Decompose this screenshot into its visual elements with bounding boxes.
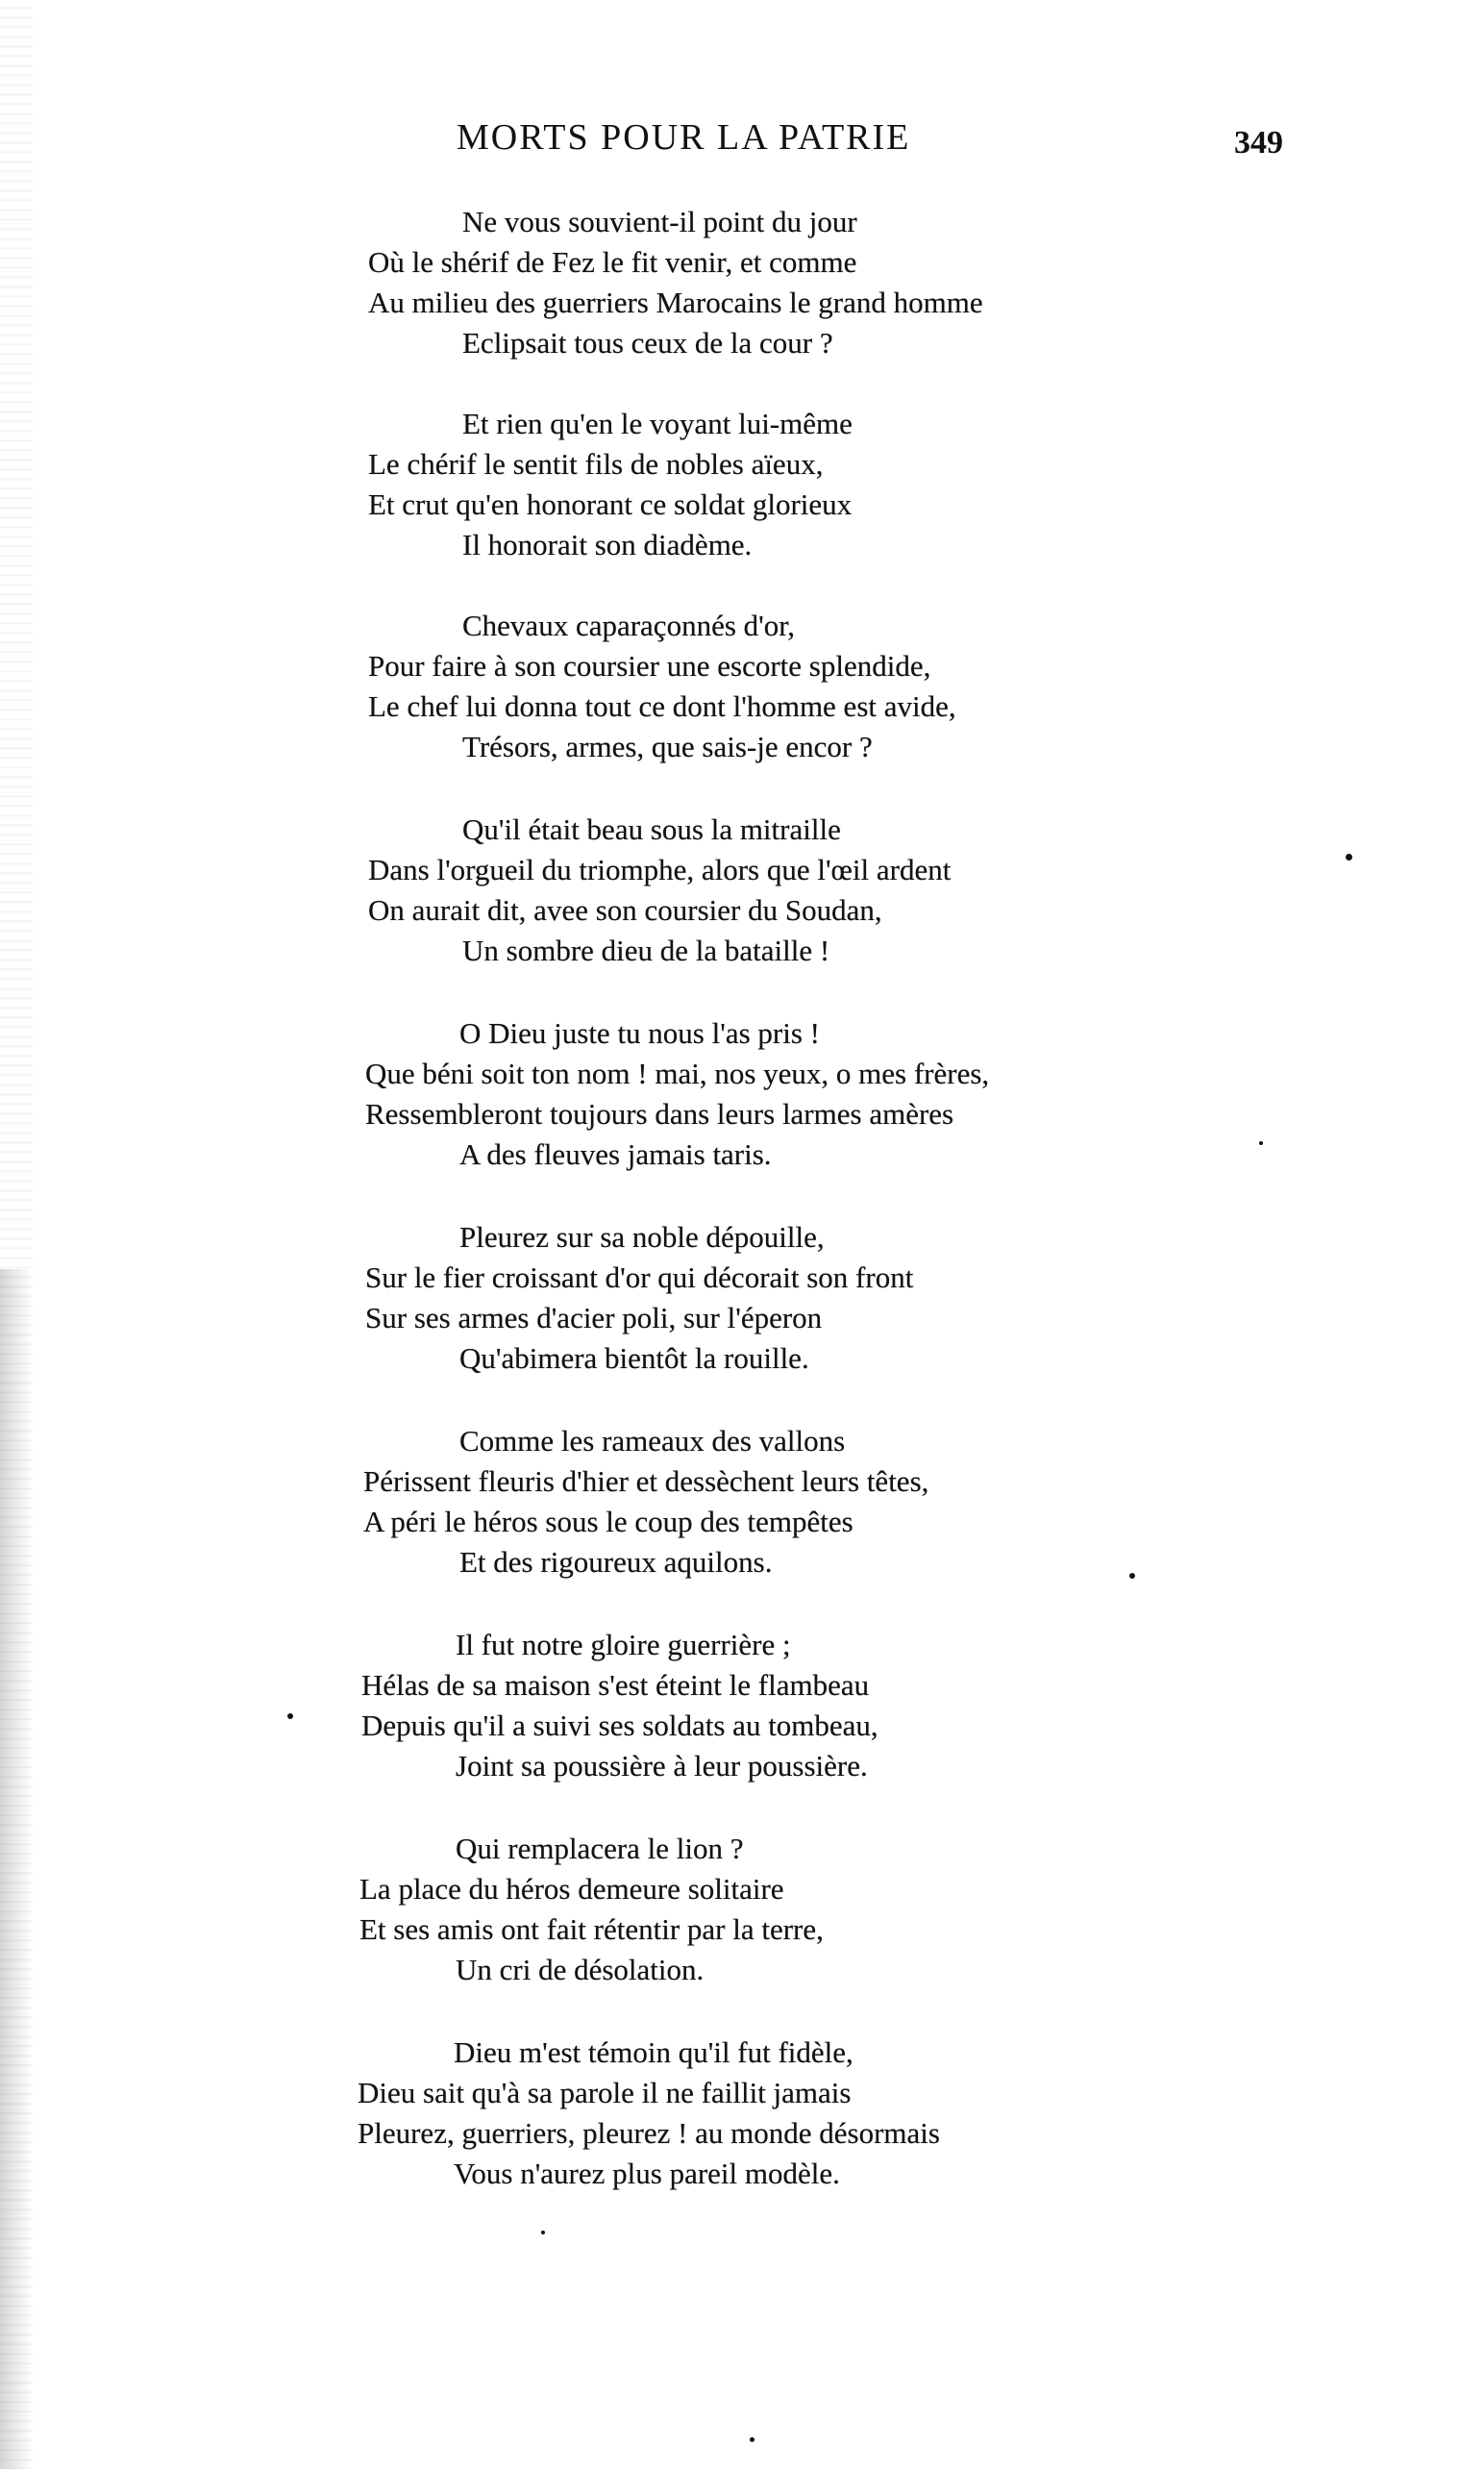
poem-line: Le chérif le sentit fils de nobles aïeux, [368, 447, 824, 481]
poem-line: Et crut qu'en honorant ce soldat glorieux [368, 487, 853, 521]
poem-line: Un cri de désolation. [456, 1953, 705, 1986]
poem-line: Et rien qu'en le voyant lui-même [462, 407, 853, 440]
poem-line: Pleurez sur sa noble dépouille, [459, 1220, 825, 1254]
poem-line: Il honorait son diadème. [462, 528, 753, 561]
poem-line: Depuis qu'il a suivi ses soldats au tombeau, [361, 1708, 878, 1742]
running-title: MORTS POUR LA PATRIE [457, 117, 911, 158]
poem-line: A des fleuves jamais taris. [459, 1137, 772, 1171]
poem-line: Où le shérif de Fez le fit venir, et comme [368, 245, 857, 279]
poem-line: Le chef lui donna tout ce dont l'homme est avide, [368, 689, 956, 723]
scan-speck [1259, 1141, 1263, 1145]
poem-line: Comme les rameaux des vallons [459, 1424, 846, 1458]
poem-line: O Dieu juste tu nous l'as pris ! [459, 1016, 820, 1050]
poem-line: On aurait dit, avee son coursier du Soudan, [368, 893, 882, 927]
poem-line: Qui remplacera le lion ? [456, 1832, 744, 1865]
poem-line: Dans l'orgueil du triomphe, alors que l'œil ardent [368, 853, 952, 886]
scan-speck [1129, 1573, 1135, 1579]
poem-line: Sur ses armes d'acier poli, sur l'éperon [365, 1301, 823, 1334]
poem-line: Vous n'aurez plus pareil modèle. [454, 2157, 840, 2190]
page-number: 349 [1234, 125, 1283, 161]
poem-line: Au milieu des guerriers Marocains le grand homme [368, 286, 983, 319]
scan-speck [750, 2437, 754, 2442]
poem-line: Ne vous souvient-il point du jour [462, 205, 857, 238]
scan-speck [287, 1713, 293, 1719]
poem-line: Pleurez, guerriers, pleurez ! au monde désormais [358, 2116, 940, 2150]
poem-line: A péri le héros sous le coup des tempêtes [363, 1505, 853, 1538]
scanned-page-edge [0, 0, 33, 2469]
poem-line: Trésors, armes, que sais-je encor ? [462, 730, 873, 763]
poem-line: Chevaux caparaçonnés d'or, [462, 609, 796, 642]
poem-line: Et ses amis ont fait rétentir par la terre, [359, 1912, 824, 1946]
poem-line: Sur le fier croissant d'or qui décorait son front [365, 1260, 914, 1294]
poem-line: Périssent fleuris d'hier et dessèchent leurs têtes, [363, 1464, 929, 1498]
poem-line: Joint sa poussière à leur poussière. [456, 1749, 868, 1783]
poem-line: Il fut notre gloire guerrière ; [456, 1628, 791, 1661]
poem-line: Dieu sait qu'à sa parole il ne faillit jamais [358, 2076, 852, 2109]
poem-line: Que béni soit ton nom ! mai, nos yeux, o mes frères, [365, 1057, 990, 1090]
poem-line: Pour faire à son coursier une escorte splendide, [368, 649, 931, 683]
poem-line: Qu'il était beau sous la mitraille [462, 812, 841, 846]
poem-line: Qu'abimera bientôt la rouille. [459, 1341, 809, 1375]
poem-line: Un sombre dieu de la bataille ! [462, 934, 830, 967]
poem-line: Eclipsait tous ceux de la cour ? [462, 326, 833, 360]
poem-line: Ressembleront toujours dans leurs larmes amères [365, 1097, 954, 1131]
poem-line: Hélas de sa maison s'est éteint le flambeau [361, 1668, 870, 1702]
poem-line: La place du héros demeure solitaire [359, 1872, 784, 1906]
scan-speck [1346, 854, 1352, 860]
scan-speck [541, 2231, 545, 2234]
poem-line: Dieu m'est témoin qu'il fut fidèle, [454, 2035, 853, 2069]
poem-line: Et des rigoureux aquilons. [459, 1545, 773, 1579]
